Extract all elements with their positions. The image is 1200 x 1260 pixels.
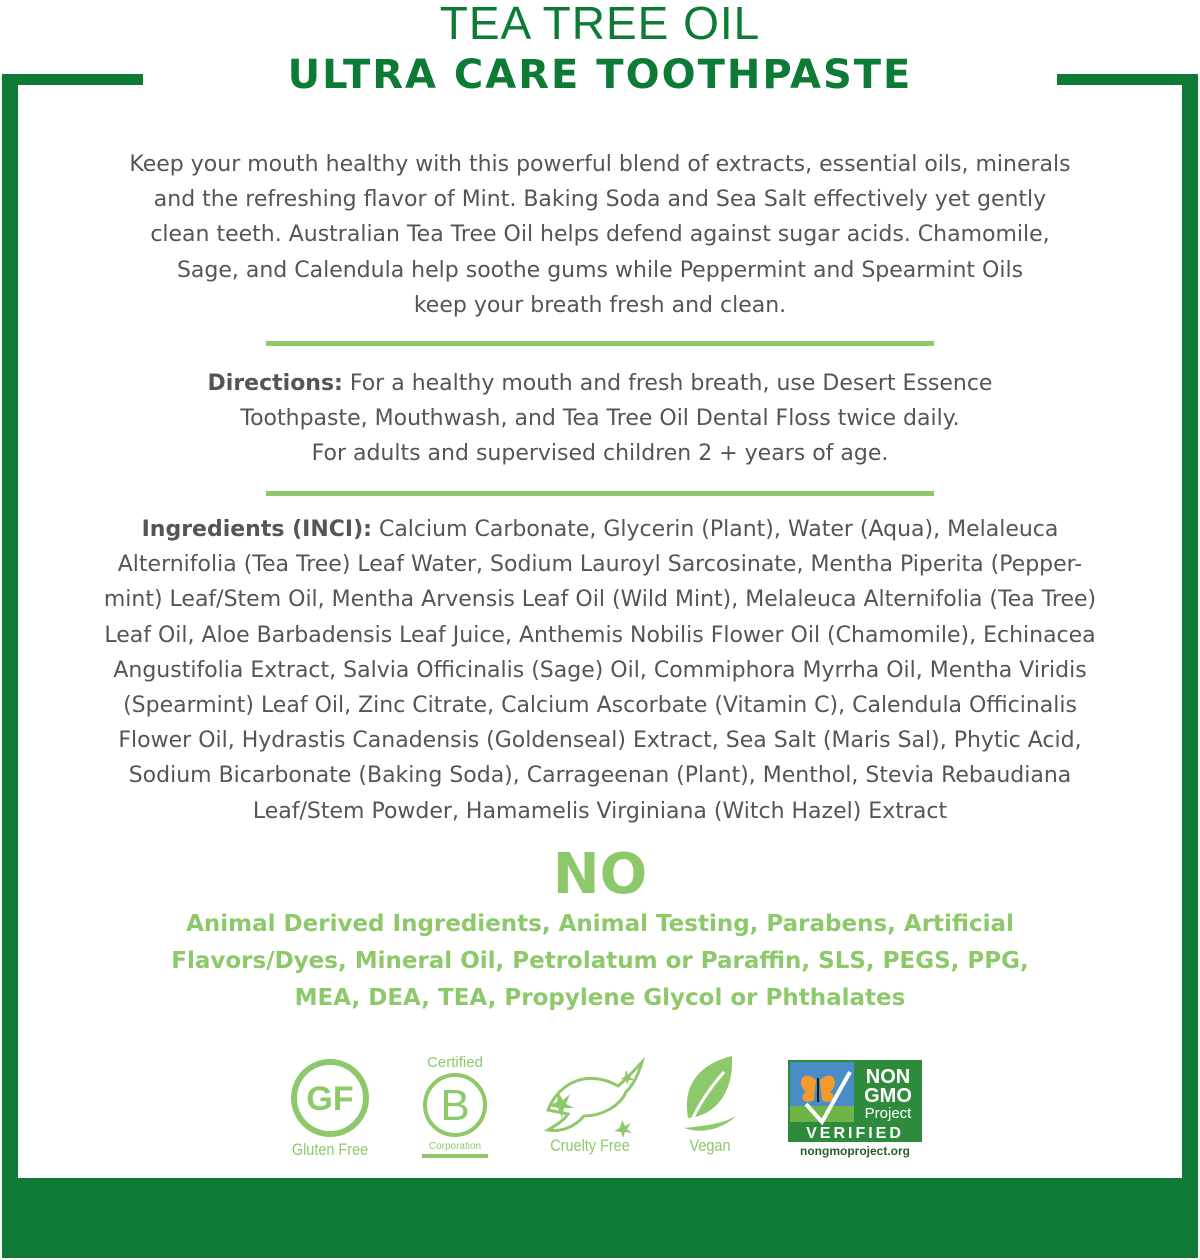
gluten-free-badge xyxy=(270,1050,390,1170)
directions-label: Directions: xyxy=(207,371,343,396)
divider xyxy=(266,341,934,346)
non-gmo-verified: VERIFIED xyxy=(806,1125,904,1142)
gf-mark: GF xyxy=(306,1080,354,1118)
b-corp-icon xyxy=(400,1050,510,1165)
ingredients-line: Leaf/Stem Powder, Hamamelis Virginiana (Witch Hazel) Extract xyxy=(252,798,948,824)
vegan-label: Vegan xyxy=(689,1136,731,1155)
description-line: clean teeth. Australian Tea Tree Oil helps defend against sugar acids. Chamomile, xyxy=(150,222,1050,248)
ingredients-line: Leaf Oil, Aloe Barbadensis Leaf Juice, Anthemis Nobilis Flower Oil (Chamomile), Echinacea xyxy=(104,622,1096,648)
ingredients-line: Flower Oil, Hydrastis Canadensis (Goldenseal) Extract, Sea Salt (Maris Sal), Phytic Acid, xyxy=(118,728,1082,754)
description-line: and the refreshing flavor of Mint. Baking Soda and Sea Salt effectively yet gently xyxy=(153,187,1047,213)
product-title: TEA TREE OIL xyxy=(439,0,761,49)
leaf-icon xyxy=(670,1050,750,1140)
non-gmo-url: nongmoproject.org xyxy=(800,1144,910,1158)
directions-line: For adults and supervised children 2 + years of age. xyxy=(311,441,889,467)
ingredients-line: Calcium Carbonate, Glycerin (Plant), Water (Aqua), Melaleuca xyxy=(371,517,1059,542)
description-line: Sage, and Calendula help soothe gums while Peppermint and Spearmint Oils xyxy=(176,257,1024,283)
free-from-title: NO xyxy=(552,842,648,907)
frame-right xyxy=(1182,74,1198,1184)
free-from-line: Animal Derived Ingredients, Animal Testing, Parabens, Artificial xyxy=(186,911,1014,937)
directions-line: Toothpaste, Mouthwash, and Tea Tree Oil Dental Floss twice daily. xyxy=(240,406,960,432)
frame-top-left xyxy=(2,74,143,85)
description-paragraph xyxy=(60,147,1140,323)
non-gmo-line2: GMO xyxy=(864,1085,912,1107)
vegan-badge xyxy=(670,1050,750,1170)
non-gmo-badge xyxy=(788,1050,924,1170)
non-gmo-line3: Project xyxy=(864,1105,912,1122)
directions-line: For a healthy mouth and fresh breath, use Desert Essence xyxy=(342,371,993,396)
non-gmo-line1: NON xyxy=(865,1066,911,1088)
gluten-free-label: Gluten Free xyxy=(291,1140,369,1159)
ingredients-line: Alternifolia (Tea Tree) Leaf Water, Sodium Lauroyl Sarcosinate, Mentha Piperita (Pepper- xyxy=(117,552,1083,578)
certification-badges xyxy=(0,1050,1200,1170)
description-line: keep your breath fresh and clean. xyxy=(413,292,787,318)
frame-top-right xyxy=(1057,74,1198,85)
description-line: Keep your mouth healthy with this powerful blend of extracts, essential oils, minerals xyxy=(129,152,1071,177)
b-corp-badge xyxy=(400,1050,510,1170)
gluten-free-icon xyxy=(270,1050,390,1142)
product-subtitle: ULTRA CARE TOOTHPASTE xyxy=(287,52,913,98)
directions-paragraph xyxy=(60,366,1140,472)
ingredients-line: Sodium Bicarbonate (Baking Soda), Carrageenan (Plant), Menthol, Stevia Rebaudiana xyxy=(128,763,1072,789)
frame-bottom-band xyxy=(2,1178,1198,1258)
b-corp-top-text: Certified xyxy=(427,1054,483,1071)
b-corp-bottom-text: Corporation xyxy=(428,1141,482,1152)
ingredients-paragraph xyxy=(60,512,1140,829)
non-gmo-seal xyxy=(788,1050,924,1162)
free-from-list xyxy=(150,906,1050,1017)
butterfly-icon xyxy=(801,1076,835,1102)
b-corp-mark: B xyxy=(440,1081,470,1130)
ingredients-line: Angustifolia Extract, Salvia Officinalis (Sage) Oil, Commiphora Myrrha Oil, Mentha Viridis xyxy=(113,657,1087,683)
free-from-line: Flavors/Dyes, Mineral Oil, Petrolatum or Paraffin, SLS, PEGS, PPG, xyxy=(171,948,1029,974)
cruelty-free-label: Cruelty Free xyxy=(550,1136,630,1155)
leaping-bunny-icon xyxy=(530,1050,650,1142)
divider xyxy=(266,491,934,496)
cruelty-free-badge xyxy=(530,1050,650,1170)
ingredients-line: (Spearmint) Leaf Oil, Zinc Citrate, Calcium Ascorbate (Vitamin C), Calendula Officinalis xyxy=(123,693,1077,719)
ingredients-line: mint) Leaf/Stem Oil, Mentha Arvensis Leaf Oil (Wild Mint), Melaleuca Alternifolia (Tea Tree) xyxy=(103,587,1097,613)
free-from-line: MEA, DEA, TEA, Propylene Glycol or Phthalates xyxy=(294,985,906,1011)
frame-left xyxy=(2,74,18,1184)
ingredients-label: Ingredients (INCI): xyxy=(141,517,372,542)
